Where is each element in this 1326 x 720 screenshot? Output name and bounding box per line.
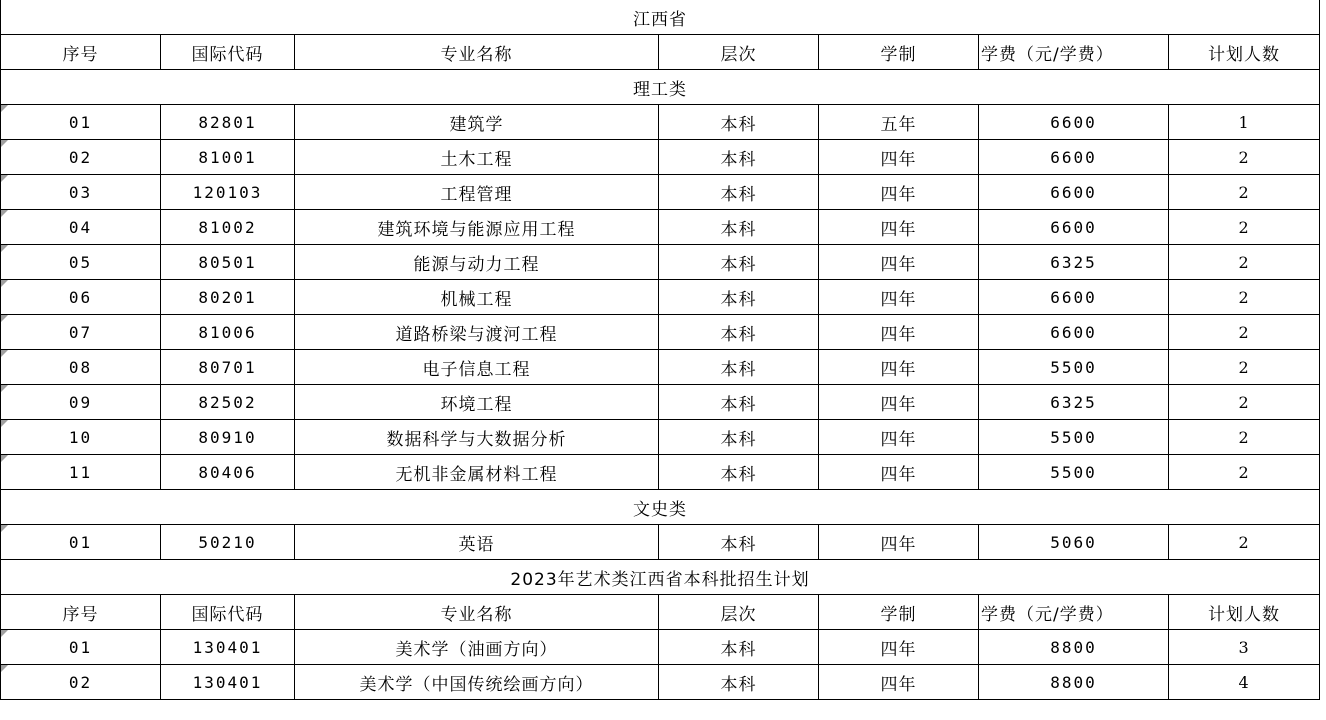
- cell-duration: 四年: [819, 665, 979, 700]
- header-index: 序号: [1, 595, 161, 630]
- cell-index: [1, 280, 161, 315]
- cell-major: 美术学（中国传统绘画方向）: [295, 665, 659, 700]
- header-major: 专业名称: [295, 35, 659, 70]
- table-body: [1, 0, 1320, 700]
- cell-code: 82801: [161, 105, 295, 140]
- cell-fee: 8800: [979, 665, 1169, 700]
- cell-major: 能源与动力工程: [295, 245, 659, 280]
- cell-plan: 1: [1169, 105, 1320, 140]
- cell-code: 81001: [161, 140, 295, 175]
- cell-index: [1, 420, 161, 455]
- header-major: 专业名称: [295, 595, 659, 630]
- cell-fee: 5500: [979, 420, 1169, 455]
- cell-index-text: 11: [68, 462, 93, 482]
- cell-index-text: 03: [68, 182, 93, 202]
- cell-index: [1, 315, 161, 350]
- cell-indicator-icon: [1, 140, 8, 147]
- cell-fee: 5500: [979, 350, 1169, 385]
- cell-major: 数据科学与大数据分析: [295, 420, 659, 455]
- cell-code: 80406: [161, 455, 295, 490]
- cell-index-text: 07: [68, 322, 93, 342]
- cell-code: 130401: [161, 630, 295, 665]
- cell-plan: 2: [1169, 420, 1320, 455]
- cell-major: 建筑环境与能源应用工程: [295, 210, 659, 245]
- cell-index-text: 08: [68, 357, 93, 377]
- header-row: [1, 595, 1320, 630]
- cell-fee: 5500: [979, 455, 1169, 490]
- cell-plan: 2: [1169, 315, 1320, 350]
- cell-major: 环境工程: [295, 385, 659, 420]
- cell-index: [1, 665, 161, 700]
- cell-indicator-icon: [1, 525, 8, 532]
- cell-level: 本科: [659, 315, 819, 350]
- header-duration: 学制: [819, 35, 979, 70]
- header-level: 层次: [659, 595, 819, 630]
- cell-level: 本科: [659, 420, 819, 455]
- cell-fee: 6600: [979, 315, 1169, 350]
- header-code: 国际代码: [161, 35, 295, 70]
- cell-duration: 四年: [819, 280, 979, 315]
- cell-fee: 8800: [979, 630, 1169, 665]
- cell-fee: 5060: [979, 525, 1169, 560]
- cell-level: 本科: [659, 385, 819, 420]
- cell-duration: 四年: [819, 140, 979, 175]
- cell-indicator-icon: [1, 385, 8, 392]
- cell-major: 电子信息工程: [295, 350, 659, 385]
- cell-indicator-icon: [1, 420, 8, 427]
- section-title-liberal: 文史类: [1, 490, 1320, 525]
- cell-duration: 四年: [819, 175, 979, 210]
- cell-index: [1, 210, 161, 245]
- table-row: [1, 105, 1320, 140]
- cell-plan: 2: [1169, 140, 1320, 175]
- cell-duration: 四年: [819, 315, 979, 350]
- cell-major: 机械工程: [295, 280, 659, 315]
- cell-duration: 四年: [819, 350, 979, 385]
- cell-code: 50210: [161, 525, 295, 560]
- cell-duration: 四年: [819, 385, 979, 420]
- cell-level: 本科: [659, 455, 819, 490]
- cell-plan: 2: [1169, 350, 1320, 385]
- cell-fee: 6600: [979, 175, 1169, 210]
- cell-index-text: 02: [68, 672, 93, 692]
- header-plan: 计划人数: [1169, 595, 1320, 630]
- table-row: [1, 210, 1320, 245]
- cell-major: 工程管理: [295, 175, 659, 210]
- header-fee: 学费（元/学费）: [979, 35, 1169, 70]
- header-duration: 学制: [819, 595, 979, 630]
- cell-indicator-icon: [1, 315, 8, 322]
- cell-code: 80701: [161, 350, 295, 385]
- cell-index-text: 02: [68, 147, 93, 167]
- table-row: [1, 245, 1320, 280]
- cell-index-text: 04: [68, 217, 93, 237]
- province-title-row: [1, 0, 1320, 35]
- section-title-science: 理工类: [1, 70, 1320, 105]
- cell-duration: 四年: [819, 245, 979, 280]
- cell-level: 本科: [659, 630, 819, 665]
- table-row: [1, 455, 1320, 490]
- table-row: [1, 175, 1320, 210]
- cell-plan: 2: [1169, 245, 1320, 280]
- cell-code: 81006: [161, 315, 295, 350]
- cell-index: [1, 175, 161, 210]
- cell-level: 本科: [659, 105, 819, 140]
- cell-indicator-icon: [1, 630, 8, 637]
- cell-index: [1, 630, 161, 665]
- table-row: [1, 385, 1320, 420]
- cell-plan: 2: [1169, 455, 1320, 490]
- cell-indicator-icon: [1, 350, 8, 357]
- cell-indicator-icon: [1, 455, 8, 462]
- section-title-row: [1, 560, 1320, 595]
- cell-indicator-icon: [1, 105, 8, 112]
- cell-indicator-icon: [1, 210, 8, 217]
- cell-index-text: 09: [68, 392, 93, 412]
- cell-plan: 3: [1169, 630, 1320, 665]
- cell-level: 本科: [659, 175, 819, 210]
- cell-fee: 6600: [979, 105, 1169, 140]
- cell-index-text: 06: [68, 287, 93, 307]
- cell-index-text: 01: [68, 637, 93, 657]
- cell-duration: 四年: [819, 630, 979, 665]
- cell-level: 本科: [659, 210, 819, 245]
- cell-index: [1, 385, 161, 420]
- cell-code: 82502: [161, 385, 295, 420]
- header-row: [1, 35, 1320, 70]
- table-row: [1, 350, 1320, 385]
- cell-indicator-icon: [1, 280, 8, 287]
- cell-major: 无机非金属材料工程: [295, 455, 659, 490]
- cell-plan: 2: [1169, 210, 1320, 245]
- cell-indicator-icon: [1, 245, 8, 252]
- cell-fee: 6325: [979, 385, 1169, 420]
- cell-index: [1, 105, 161, 140]
- cell-duration: 四年: [819, 420, 979, 455]
- table-row: [1, 665, 1320, 700]
- cell-index: [1, 350, 161, 385]
- table-row: [1, 280, 1320, 315]
- cell-duration: 四年: [819, 210, 979, 245]
- cell-fee: 6325: [979, 245, 1169, 280]
- cell-code: 120103: [161, 175, 295, 210]
- cell-level: 本科: [659, 245, 819, 280]
- cell-index: [1, 455, 161, 490]
- table-row: [1, 420, 1320, 455]
- cell-major: 道路桥梁与渡河工程: [295, 315, 659, 350]
- cell-code: 130401: [161, 665, 295, 700]
- table-row: [1, 630, 1320, 665]
- cell-level: 本科: [659, 350, 819, 385]
- cell-index: [1, 140, 161, 175]
- cell-level: 本科: [659, 140, 819, 175]
- cell-index-text: 10: [68, 427, 93, 447]
- cell-index: [1, 245, 161, 280]
- cell-code: 80501: [161, 245, 295, 280]
- cell-major: 英语: [295, 525, 659, 560]
- header-code: 国际代码: [161, 595, 295, 630]
- province-title: 江西省: [1, 0, 1320, 35]
- header-fee: 学费（元/学费）: [979, 595, 1169, 630]
- cell-code: 80910: [161, 420, 295, 455]
- cell-indicator-icon: [1, 665, 8, 672]
- cell-plan: 2: [1169, 525, 1320, 560]
- cell-fee: 6600: [979, 210, 1169, 245]
- cell-index-text: 01: [68, 532, 93, 552]
- cell-plan: 2: [1169, 175, 1320, 210]
- cell-major: 建筑学: [295, 105, 659, 140]
- cell-index-text: 01: [68, 112, 93, 132]
- cell-plan: 4: [1169, 665, 1320, 700]
- cell-major: 土木工程: [295, 140, 659, 175]
- cell-index-text: 05: [68, 252, 93, 272]
- cell-duration: 四年: [819, 525, 979, 560]
- cell-indicator-icon: [1, 175, 8, 182]
- header-index: 序号: [1, 35, 161, 70]
- table-row: [1, 140, 1320, 175]
- cell-level: 本科: [659, 280, 819, 315]
- cell-plan: 2: [1169, 385, 1320, 420]
- cell-level: 本科: [659, 665, 819, 700]
- cell-code: 80201: [161, 280, 295, 315]
- cell-fee: 6600: [979, 140, 1169, 175]
- section-title-art: 2023年艺术类江西省本科批招生计划: [1, 560, 1320, 595]
- cell-level: 本科: [659, 525, 819, 560]
- cell-duration: 四年: [819, 455, 979, 490]
- header-plan: 计划人数: [1169, 35, 1320, 70]
- header-level: 层次: [659, 35, 819, 70]
- table-row: [1, 315, 1320, 350]
- cell-major: 美术学（油画方向）: [295, 630, 659, 665]
- table-row: [1, 525, 1320, 560]
- cell-code: 81002: [161, 210, 295, 245]
- cell-fee: 6600: [979, 280, 1169, 315]
- section-title-row: [1, 70, 1320, 105]
- cell-plan: 2: [1169, 280, 1320, 315]
- cell-index: [1, 525, 161, 560]
- section-title-row: [1, 490, 1320, 525]
- cell-duration: 五年: [819, 105, 979, 140]
